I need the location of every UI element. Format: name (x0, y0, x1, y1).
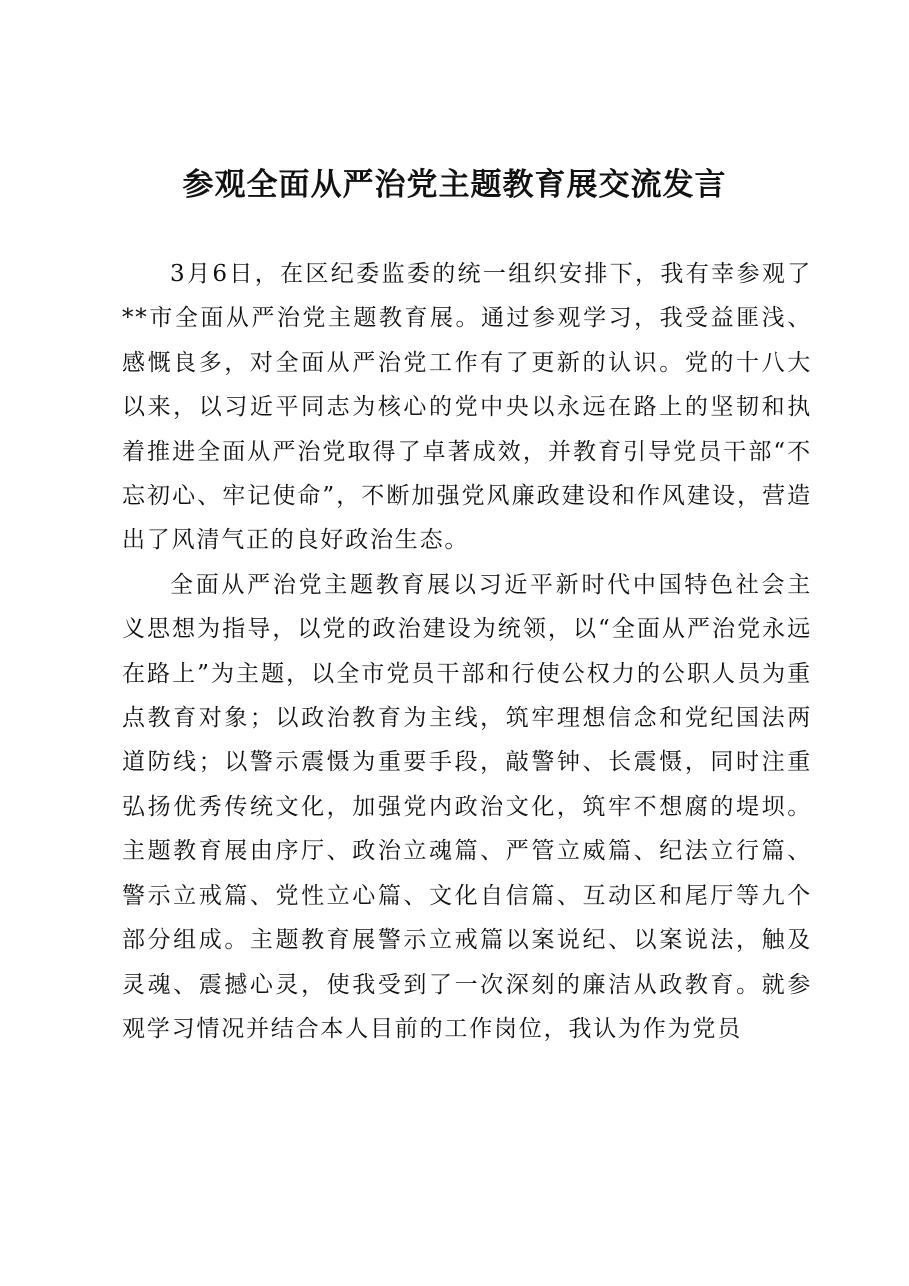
body-paragraph-1: 3月6日，在区纪委监委的统一组织安排下，我有幸参观了**市全面从严治党主题教育展。通过参观学习，我受益匪浅、感慨良多，对全面从严治党工作有了更新的认识。党的十八大以来，以习近平同志为核心的党中央以永远在路上的坚韧和执着推进全面从严治党取得了卓著成效，并教育引导党员干部“不忘初心、牢记使命”，不断加强党风廉政建设和作风建设，营造出了风清气正的良好政治生态。 (122, 261, 812, 554)
document-body (122, 252, 812, 1051)
body-paragraph-2: 全面从严治党主题教育展以习近平新时代中国特色社会主义思想为指导，以党的政治建设为统领，以“全面从严治党永远在路上”为主题，以全市党员干部和行使公权力的公职人员为重点教育对象；以政治教育为主线，筑牢理想信念和党纪国法两道防线；以警示震慑为重要手段，敲警钟、长震慑，同时注重弘扬优秀传统文化，加强党内政治文化，筑牢不想腐的堤坝。主题教育展由序厅、政治立魂篇、严管立威篇、纪法立行篇、警示立戒篇、党性立心篇、文化自信篇、互动区和尾厅等九个部分组成。主题教育展警示立戒篇以案说纪、以案说法，触及灵魂、震撼心灵，使我受到了一次深刻的廉洁从政教育。就参观学习情况并结合本人目前的工作岗位，我认为作为党员 (122, 571, 812, 1042)
document-title: 参观全面从严治党主题教育展交流发言 (182, 167, 727, 203)
